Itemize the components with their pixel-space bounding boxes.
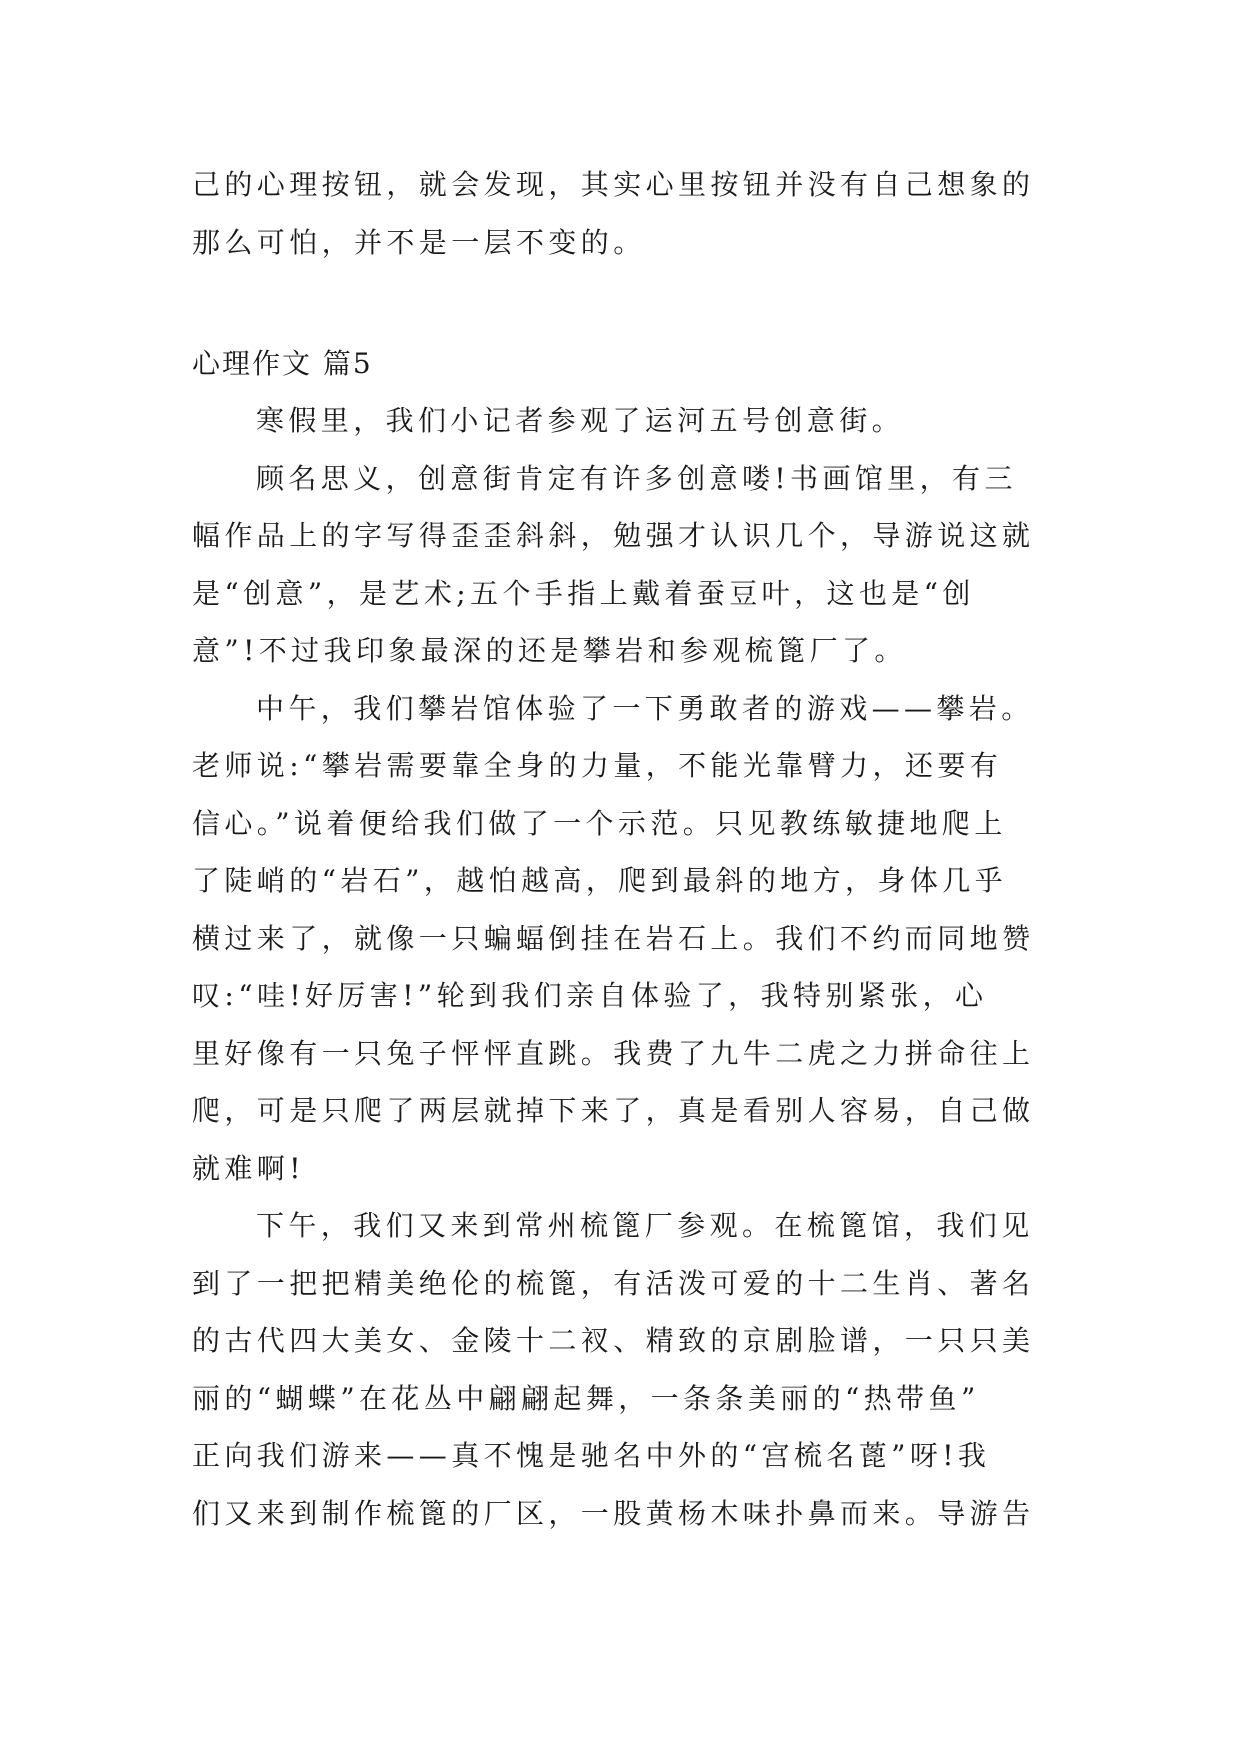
text-line: 幅作品上的字写得歪歪斜斜，勉强才认识几个，导游说这就: [192, 519, 1035, 552]
text-line: 就难啊!: [192, 1151, 305, 1185]
paragraph-first-line: 顾名思义，创意街肯定有许多创意喽!书画馆里，有三: [256, 461, 1017, 495]
text-line: 的古代四大美女、金陵十二衩、精致的京剧脸谱，一只只美: [192, 1324, 1035, 1357]
paragraph-first-line: 下午，我们又来到常州梳篦厂参观。在梳篦馆，我们见: [256, 1209, 1034, 1242]
text-line: 是“创意”，是艺术;五个手指上戴着蚕豆叶，这也是“创: [192, 576, 975, 610]
text-line: 老师说:“攀岩需要靠全身的力量，不能光靠臂力，还要有: [192, 749, 1003, 782]
text-line: 横过来了，就像一只蝙蝠倒挂在岩石上。我们不约而同地赞: [192, 921, 1035, 955]
text-line: 叹:“哇!好厉害!”轮到我们亲自体验了，我特别紧张，心: [192, 979, 988, 1012]
section-heading: 心理作文 篇5: [192, 347, 373, 380]
essay-body: [192, 392, 1052, 1542]
text-line: 丽的“蝴蝶”在花丛中翩翩起舞，一条条美丽的“热带鱼”: [192, 1381, 980, 1415]
text-line: 爬，可是只爬了两层就掉下来了，真是看别人容易，自己做: [192, 1094, 1035, 1127]
text-line: 了陡峭的“岩石”，越怕越高，爬到最斜的地方，身体几乎: [192, 864, 1008, 897]
intro-paragraph: [192, 156, 1052, 271]
text-line: 意”!不过我印象最深的还是攀岩和参观梳篦厂了。: [192, 634, 907, 667]
text-line: 到了一把把精美绝伦的梳篦，有活泼可爱的十二生肖、著名: [192, 1266, 1035, 1300]
text-line: 那么可怕，并不是一层不变的。: [192, 225, 646, 259]
text-line: 里好像有一只兔子怦怦直跳。我费了九牛二虎之力拼命往上: [192, 1036, 1035, 1070]
text-line: 己的心理按钮，就会发现，其实心里按钮并没有自己想象的: [192, 168, 1035, 201]
paragraph-first-line: 寒假里，我们小记者参观了运河五号创意街。: [256, 404, 905, 437]
text-line: 们又来到制作梳篦的厂区，一股黄杨木味扑鼻而来。导游告: [192, 1496, 1035, 1530]
paragraph-first-line: 中午，我们攀岩馆体验了一下勇敢者的游戏——攀岩。: [256, 691, 1034, 725]
text-line: 信心。”说着便给我们做了一个示范。只见教练敏捷地爬上: [192, 806, 1007, 840]
text-line: 正向我们游来——真不愧是驰名中外的“宫梳名蓖”呀!我: [192, 1439, 991, 1472]
